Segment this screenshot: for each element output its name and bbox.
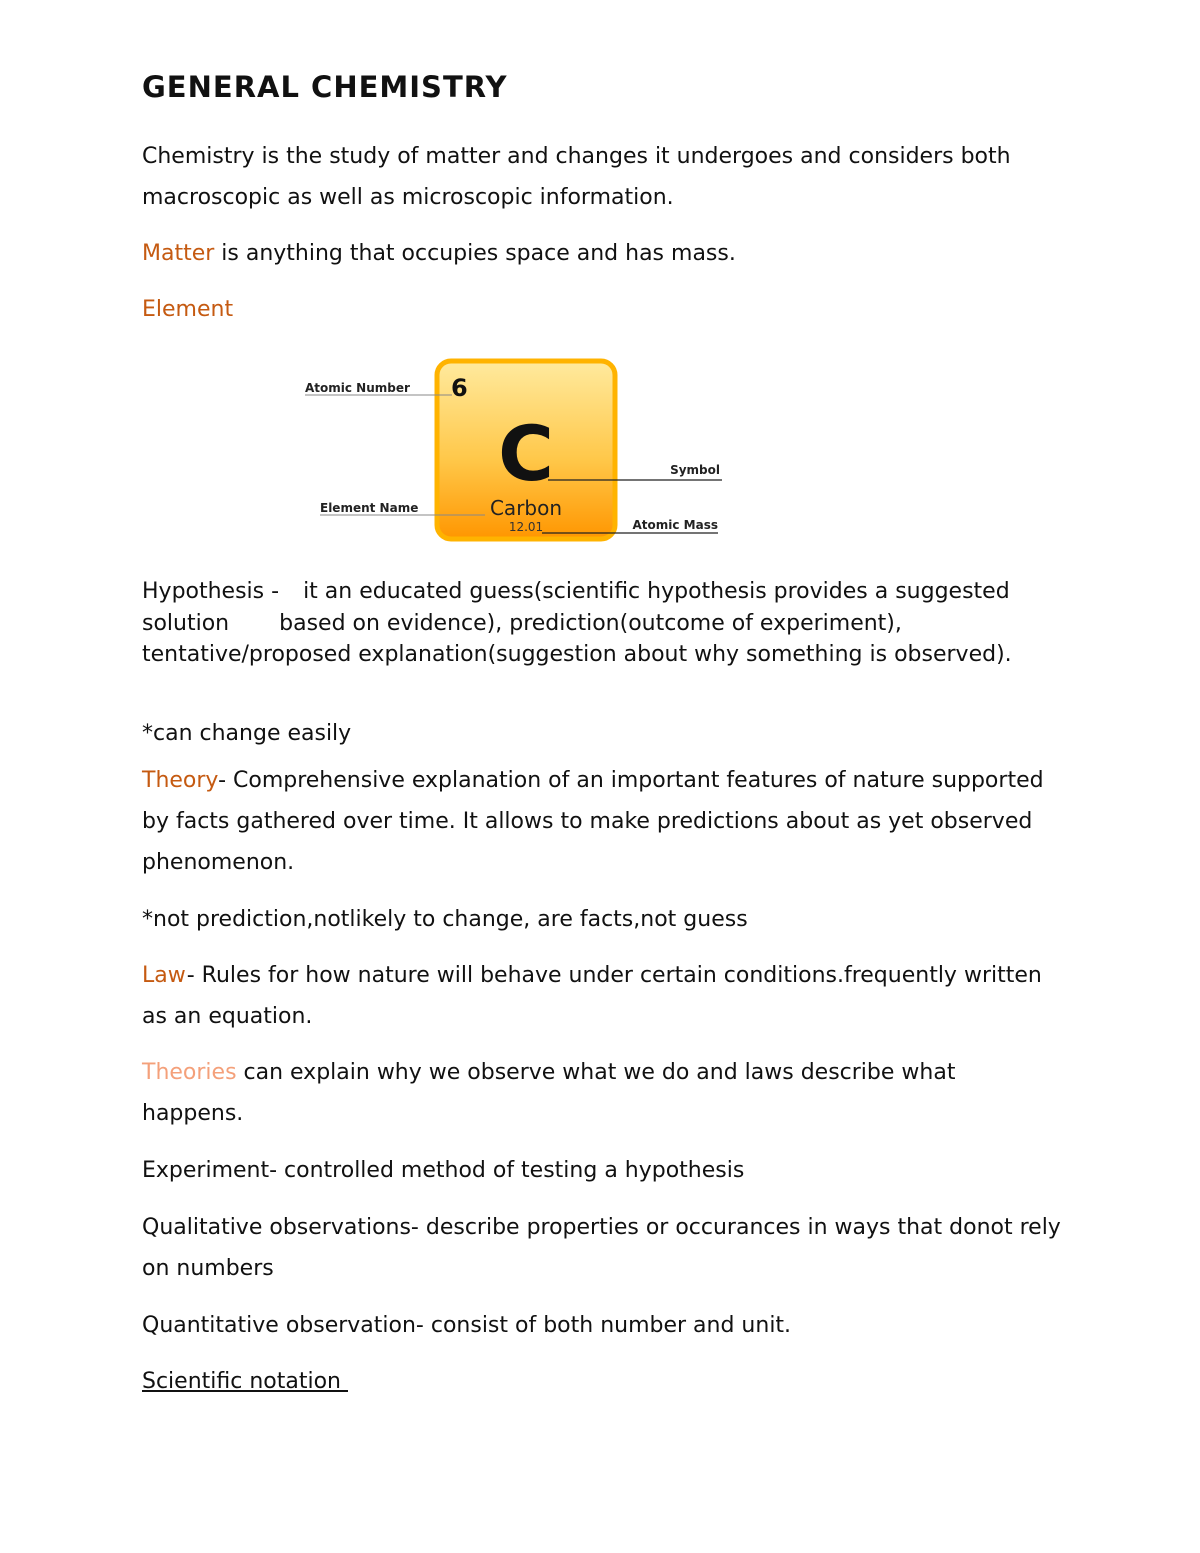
element-symbol: C	[498, 409, 554, 498]
theory-note: *not prediction,notlikely to change, are facts,not guess	[142, 907, 748, 932]
quantitative-paragraph: Quantitative observation- consist of both number and unit.	[142, 1313, 792, 1338]
law-term-a: La	[142, 963, 168, 988]
element-name-label: Element Name	[320, 501, 419, 515]
atomic-number-value: 6	[451, 374, 468, 402]
atomic-mass-value: 12.01	[508, 520, 544, 534]
matter-definition: is anything that occupies space and has mass.	[214, 241, 736, 266]
element-diagram	[300, 355, 730, 550]
hypothesis-note: *can change easily	[142, 721, 352, 746]
theories-laws-paragraph	[142, 1052, 1062, 1134]
experiment-paragraph: Experiment- controlled method of testing a hypothesis	[142, 1158, 745, 1183]
law-term-b: w	[167, 963, 187, 988]
matter-term: Matter	[142, 241, 215, 266]
law-definition: - Rules for how nature will behave under certain conditions.frequently written as an equation.	[142, 963, 1042, 1029]
page-title: GENERAL CHEMISTRY	[142, 70, 508, 104]
matter-paragraph	[142, 233, 1062, 274]
theory-term: Theory	[142, 768, 219, 793]
atomic-number-label: Atomic Number	[305, 381, 410, 395]
hypothesis-part1: it an educated guess(scientific hypothesis provides a suggested solution	[142, 579, 1010, 636]
theories-laws-text: can explain why we observe what we do and laws describe what happens.	[142, 1060, 956, 1126]
hypothesis-paragraph	[142, 576, 1062, 671]
symbol-label: Symbol	[670, 463, 720, 477]
scientific-notation-heading	[142, 1361, 1062, 1402]
atomic-mass-label: Atomic Mass	[632, 518, 718, 532]
hypothesis-term: Hypothesis -	[142, 579, 280, 604]
law-paragraph	[142, 955, 1062, 1037]
scientific-notation-text: Scientific notation	[142, 1369, 341, 1394]
qualitative-paragraph: Qualitative observations- describe properties or occurances in ways that donot rely on numbers	[142, 1215, 1061, 1281]
element-name-value: Carbon	[489, 496, 563, 520]
intro-paragraph: Chemistry is the study of matter and changes it undergoes and considers both macroscopic as well as microscopic information.	[142, 144, 1011, 210]
theory-definition: - Comprehensive explanation of an important features of nature supported by facts gathered over time. It allows to make predictions about as yet observed phenomenon.	[142, 768, 1044, 875]
hypothesis-part2: based on evidence), prediction(outcome of experiment), tentative/proposed explanation(suggestion about why something is observed).	[142, 610, 1012, 667]
element-heading: Element	[142, 297, 234, 322]
theory-paragraph	[142, 760, 1062, 883]
theories-term: Theories	[142, 1060, 237, 1085]
